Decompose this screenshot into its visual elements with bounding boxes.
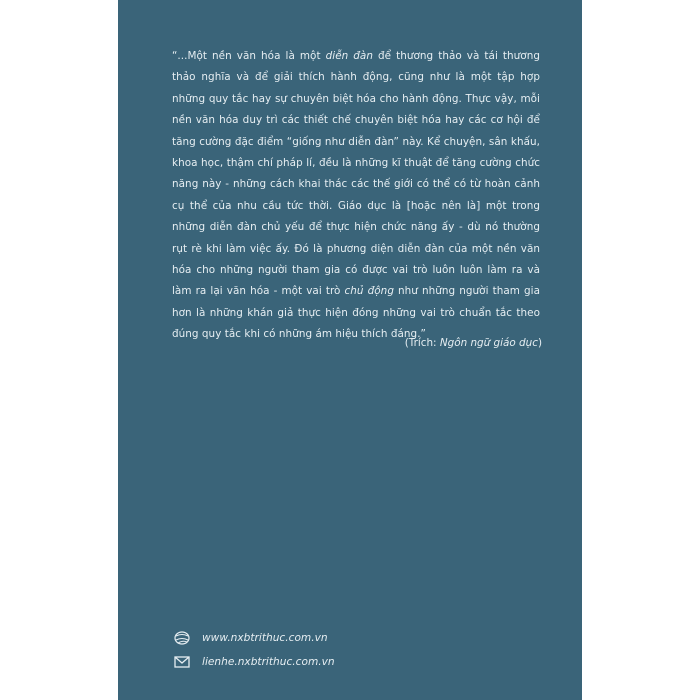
source-title: Ngôn ngữ giáo dục (439, 337, 538, 349)
email-link[interactable]: lienhe.nxbtrithuc.com.vn (202, 656, 335, 668)
email-contact[interactable] (174, 653, 335, 671)
website-link[interactable]: www.nxbtrithuc.com.vn (202, 632, 328, 644)
globe-icon (174, 631, 190, 645)
quote-text-1: “...Một nền văn hóa là một (172, 50, 326, 62)
quote-paragraph (172, 46, 540, 346)
envelope-icon (174, 655, 190, 669)
back-cover (118, 0, 582, 700)
source-suffix: ) (537, 337, 542, 349)
quote-emphasis-dien-dan: diễn đàn (325, 50, 373, 62)
website-contact[interactable] (174, 629, 328, 647)
quote-source (405, 333, 542, 354)
quote-emphasis-chu-dong: chủ động (344, 285, 394, 298)
quote-text-3: như những người tham gia hơn là những khán giả thực hiện đóng những vai trò chuẩn tắc theo đúng quy tắc khi có những ám hiệu thích đáng.” (172, 285, 540, 341)
quote-text-2: để thương thảo và tái thương thảo nghĩa và để giải thích hành động, cũng như là một tập hợp những quy tắc hay sự chuyên biệt hóa cho hành động. Thực vậy, mỗi nền văn hóa duy trì các thiết chế chuyên biệt hóa hay các cơ hội để tăng cường đặc điểm “giống như diễn đàn” này. Kể chuyện, sân khấu, khoa học, thậm chí pháp lí, đều là những kĩ thuật để tăng cường chức năng này - những cách khai thác các thế giới có thể có từ hoàn cảnh cụ thể của nhu cầu tức thời. Giáo dục là [hoặc nên là] một trong những diễn đàn chủ yếu để thực hiện chức năng ấy - dù nó thường rụt rè khi làm việc ấy. Đó là phương diện diễn đàn của một nền văn hóa cho những người tham gia có được vai trò luôn luôn làm ra và làm ra lại văn hóa - một vai trò (172, 50, 540, 298)
source-prefix: (Trích: (404, 337, 440, 349)
